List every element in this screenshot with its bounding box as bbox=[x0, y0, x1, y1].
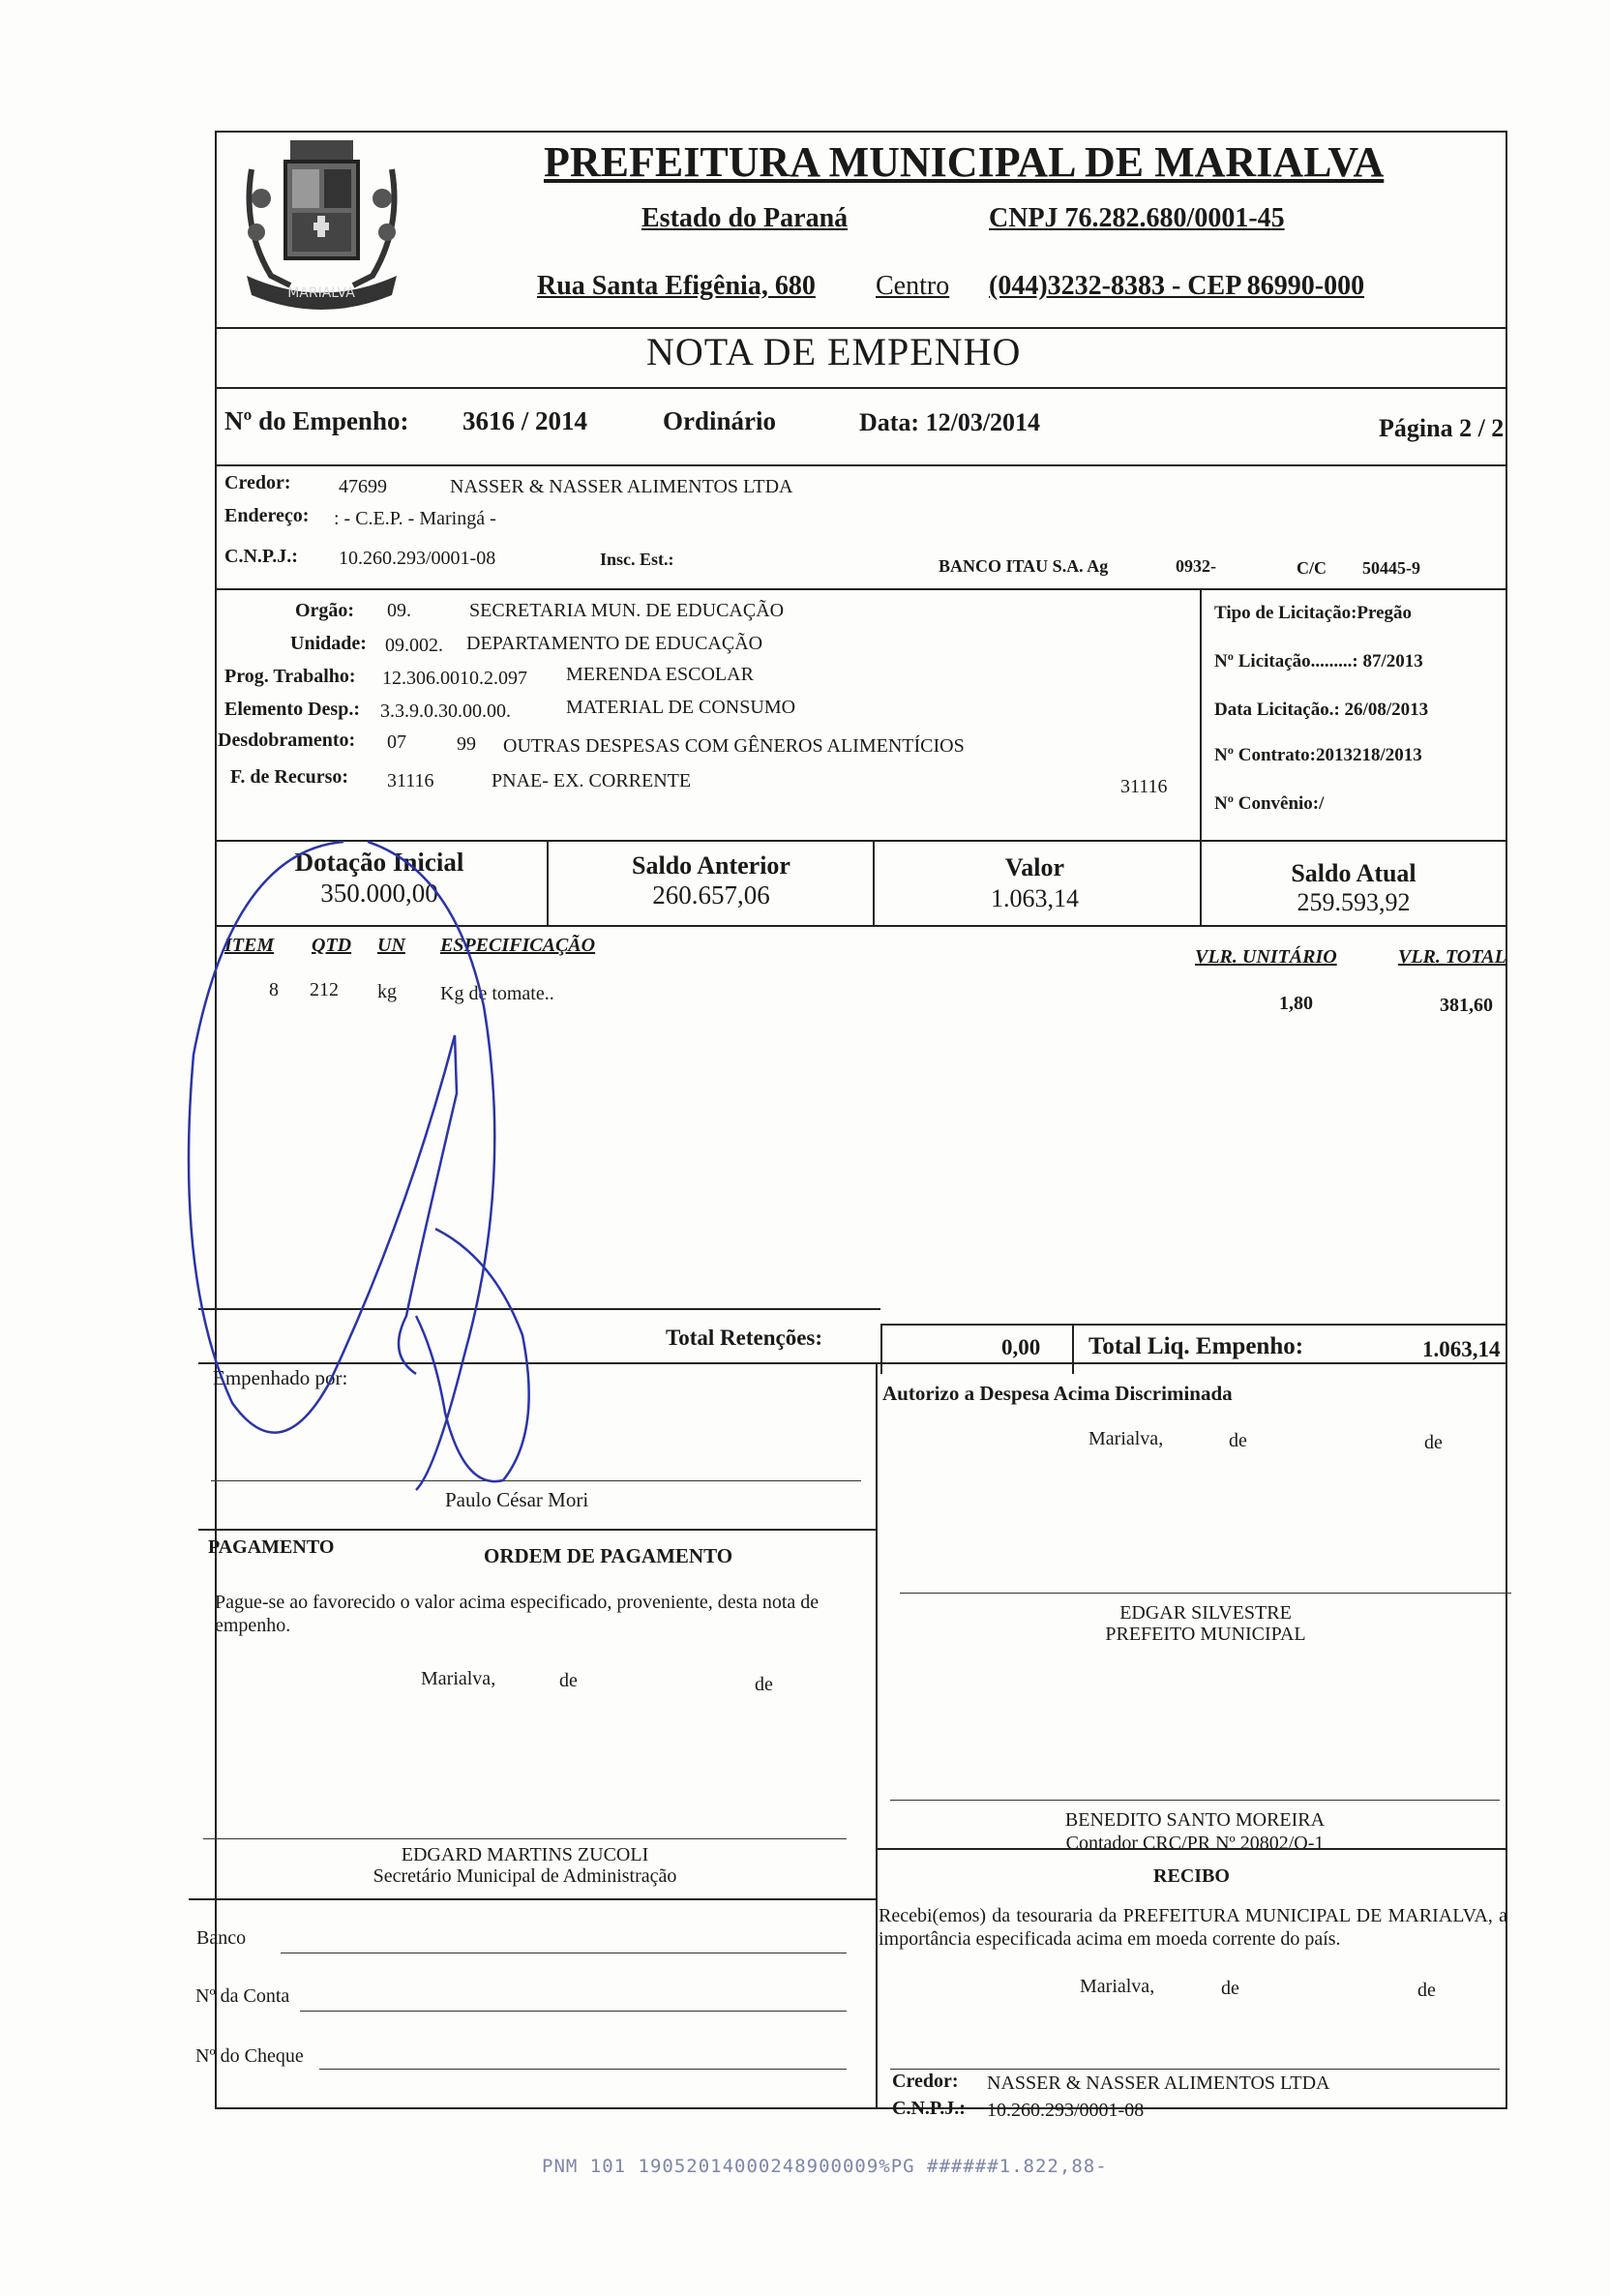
secretario-signature-line bbox=[203, 1838, 847, 1839]
item-unit-price: 1,80 bbox=[1279, 993, 1313, 1014]
empenho-date: Data: 12/03/2014 bbox=[859, 408, 1041, 436]
recibo-top-divider bbox=[876, 1848, 1507, 1850]
recibo-signature-line bbox=[890, 2069, 1500, 2070]
desdobramento-name: OUTRAS DESPESAS COM GÊNEROS ALIMENTÍCIOS bbox=[503, 735, 965, 757]
contrato-number: Nº Contrato:2013218/2013 bbox=[1214, 745, 1422, 765]
desdobramento-label: Desdobramento: bbox=[218, 730, 356, 751]
licitacao-date: Data Licitação.: 26/08/2013 bbox=[1214, 700, 1429, 720]
dotacao-value: 350.000,00 bbox=[320, 879, 438, 908]
recibo-city: Marialva, bbox=[1080, 1976, 1155, 1997]
empenho-number-label: Nº do Empenho: bbox=[224, 406, 409, 435]
bank-name: BANCO ITAU S.A. Ag bbox=[939, 556, 1109, 576]
credor-cnpj: 10.260.293/0001-08 bbox=[339, 548, 496, 569]
conta-line[interactable] bbox=[300, 2011, 847, 2012]
recibo-cnpj-label: C.N.P.J.: bbox=[892, 2098, 966, 2119]
prog-code: 12.306.0010.2.097 bbox=[382, 668, 527, 689]
col-total-header: VLR. TOTAL bbox=[1398, 946, 1506, 968]
prefeito-signature-line bbox=[900, 1593, 1511, 1594]
unidade-name: DEPARTAMENTO DE EDUCAÇÃO bbox=[466, 633, 763, 654]
retencoes-label: Total Retenções: bbox=[666, 1326, 823, 1350]
autorizo-city: Marialva, bbox=[1088, 1428, 1164, 1449]
liq-empenho-label: Total Liq. Empenho: bbox=[1088, 1333, 1304, 1359]
empenho-divider bbox=[215, 464, 1507, 466]
street-address: Rua Santa Efigênia, 680 bbox=[537, 271, 816, 301]
prog-name: MERENDA ESCOLAR bbox=[566, 664, 754, 685]
saldo-atual-label: Saldo Atual bbox=[1291, 859, 1416, 887]
convenio-number: Nº Convênio:/ bbox=[1214, 793, 1325, 814]
desdobramento-code: 07 bbox=[387, 731, 406, 753]
document-title: NOTA DE EMPENHO bbox=[646, 330, 1022, 373]
prefeito-name: EDGAR SILVESTRE bbox=[1119, 1602, 1292, 1624]
liq-empenho-value: 1.063,14 bbox=[1422, 1337, 1501, 1361]
pagamento-text: Pague-se ao favorecido o valor acima especificado, proveniente, desta nota de empenho. bbox=[215, 1592, 820, 1636]
licitacao-type: Tipo de Licitação:Pregão bbox=[1214, 603, 1413, 623]
col-spec-header: ESPECIFICAÇÃO bbox=[440, 935, 596, 956]
dotacao-label: Dotação Inicial bbox=[294, 848, 464, 877]
orgao-name: SECRETARIA MUN. DE EDUCAÇÃO bbox=[469, 600, 785, 621]
phone-cep: (044)3232-8383 - CEP 86990-000 bbox=[989, 271, 1365, 301]
recibo-de-1: de bbox=[1221, 1978, 1239, 1999]
empenho-number: 3616 / 2014 bbox=[462, 406, 588, 435]
conta-label: Nº da Conta bbox=[195, 1985, 290, 2007]
recibo-de-2: de bbox=[1417, 1980, 1436, 2001]
recurso-label: F. de Recurso: bbox=[230, 766, 349, 788]
cc-number: 50445-9 bbox=[1362, 558, 1420, 578]
licitacao-divider bbox=[1200, 588, 1202, 842]
district: Centro bbox=[876, 271, 950, 301]
col-qtd-header: QTD bbox=[312, 935, 352, 956]
item-spec: Kg de tomate.. bbox=[440, 983, 554, 1004]
recibo-title: RECIBO bbox=[1153, 1865, 1230, 1887]
recibo-cnpj: 10.260.293/0001-08 bbox=[987, 2100, 1145, 2121]
municipality-title: PREFEITURA MUNICIPAL DE MARIALVA bbox=[544, 138, 1385, 186]
recibo-text: Recebi(emos) da tesouraria da PREFEITURA MUNICIPAL DE MARIALVA, a importância especificada acima em moeda corrente do país. bbox=[879, 1905, 1507, 1950]
banco-label: Banco bbox=[196, 1927, 247, 1949]
saldo-anterior-label: Saldo Anterior bbox=[632, 851, 790, 880]
elemento-code: 3.3.9.0.30.00.00. bbox=[380, 701, 511, 722]
insc-est-label: Insc. Est.: bbox=[600, 550, 674, 569]
col-un-header: UN bbox=[377, 935, 405, 956]
banco-top-divider bbox=[189, 1898, 876, 1900]
recurso-code: 31116 bbox=[387, 770, 434, 791]
retencoes-value: 0,00 bbox=[1001, 1335, 1041, 1359]
valor-value: 1.063,14 bbox=[991, 884, 1079, 912]
credor-address: : - C.E.P. - Maringá - bbox=[334, 508, 496, 529]
recibo-credor-name: NASSER & NASSER ALIMENTOS LTDA bbox=[987, 2072, 1330, 2094]
empenhado-name: Paulo César Mori bbox=[445, 1488, 589, 1511]
item-number: 8 bbox=[269, 979, 279, 1000]
orgao-label: Orgão: bbox=[295, 600, 355, 621]
pagamento-de-2: de bbox=[755, 1674, 773, 1695]
item-total-price: 381,60 bbox=[1440, 995, 1493, 1016]
municipal-crest-icon bbox=[232, 131, 411, 319]
bank-agency: 0932- bbox=[1176, 556, 1216, 576]
orgao-code: 09. bbox=[387, 600, 411, 621]
autorizo-de-1: de bbox=[1229, 1430, 1247, 1451]
valor-label: Valor bbox=[1004, 853, 1065, 881]
page-number: Página 2 / 2 bbox=[1379, 414, 1505, 442]
summary-top-divider bbox=[880, 1324, 1507, 1326]
cheque-label: Nº do Cheque bbox=[195, 2045, 304, 2067]
credor-name: NASSER & NASSER ALIMENTOS LTDA bbox=[450, 476, 793, 497]
secretario-title: Secretário Municipal de Administração bbox=[373, 1865, 677, 1887]
pagamento-city: Marialva, bbox=[421, 1668, 496, 1689]
crest-banner-text: MARIALVA bbox=[287, 285, 355, 301]
elemento-name: MATERIAL DE CONSUMO bbox=[566, 697, 796, 718]
unidade-code: 09.002. bbox=[385, 635, 443, 656]
col-unit-header: VLR. UNITÁRIO bbox=[1195, 946, 1337, 968]
autorizo-de-2: de bbox=[1424, 1432, 1443, 1453]
signature-col-divider bbox=[876, 1362, 878, 2109]
secretario-name: EDGARD MARTINS ZUCOLI bbox=[401, 1844, 649, 1865]
desdobramento-sub: 99 bbox=[457, 733, 476, 755]
saldo-anterior-value: 260.657,06 bbox=[652, 880, 770, 909]
contador-signature-line bbox=[890, 1800, 1500, 1801]
address-label: Endereço: bbox=[224, 505, 310, 526]
handwritten-signature bbox=[174, 813, 619, 1509]
autorizo-text: Autorizo a Despesa Acima Discriminada bbox=[882, 1382, 1233, 1405]
ordem-pagamento-label: ORDEM DE PAGAMENTO bbox=[484, 1544, 733, 1567]
summary-col-1 bbox=[880, 1324, 882, 1374]
pagamento-top-divider bbox=[198, 1529, 876, 1531]
saldo-atual-value: 259.593,92 bbox=[1297, 888, 1411, 916]
summary-col-2 bbox=[1072, 1324, 1074, 1374]
prog-label: Prog. Trabalho: bbox=[224, 666, 356, 687]
empenho-type: Ordinário bbox=[663, 406, 777, 435]
recurso-code-2: 31116 bbox=[1120, 776, 1168, 797]
credor-divider bbox=[215, 588, 1507, 590]
licitacao-number: Nº Licitação.........: 87/2013 bbox=[1214, 651, 1423, 671]
cheque-line[interactable] bbox=[319, 2069, 847, 2070]
credor-cnpj-label: C.N.P.J.: bbox=[224, 546, 298, 567]
recibo-credor-label: Credor: bbox=[892, 2071, 959, 2092]
municipality-cnpj: CNPJ 76.282.680/0001-45 bbox=[989, 203, 1285, 233]
elemento-label: Elemento Desp.: bbox=[224, 699, 360, 720]
footer-print-code: PNM 101 19052014000248900009%PG ######1.822,88- bbox=[542, 2156, 1108, 2177]
prefeito-title: PREFEITO MUNICIPAL bbox=[1105, 1624, 1306, 1645]
credor-label: Credor: bbox=[224, 472, 291, 493]
title-divider bbox=[215, 387, 1507, 389]
contador-title: Contador CRC/PR Nº 20802/O-1 bbox=[1065, 1833, 1325, 1854]
unidade-label: Unidade: bbox=[290, 633, 367, 654]
cc-label: C/C bbox=[1297, 558, 1327, 578]
pagamento-de-1: de bbox=[559, 1670, 578, 1691]
col-item-header: ITEM bbox=[224, 935, 275, 956]
empenhado-por-label: Empenhado por: bbox=[213, 1366, 348, 1389]
credor-code: 47699 bbox=[339, 476, 387, 497]
item-qtd: 212 bbox=[310, 979, 339, 1000]
contador-name: BENEDITO SANTO MOREIRA bbox=[1064, 1809, 1326, 1831]
recurso-name: PNAE- EX. CORRENTE bbox=[492, 770, 692, 791]
pagamento-label: PAGAMENTO bbox=[208, 1536, 335, 1558]
item-unit: kg bbox=[377, 981, 397, 1002]
state-name: Estado do Paraná bbox=[641, 203, 849, 233]
